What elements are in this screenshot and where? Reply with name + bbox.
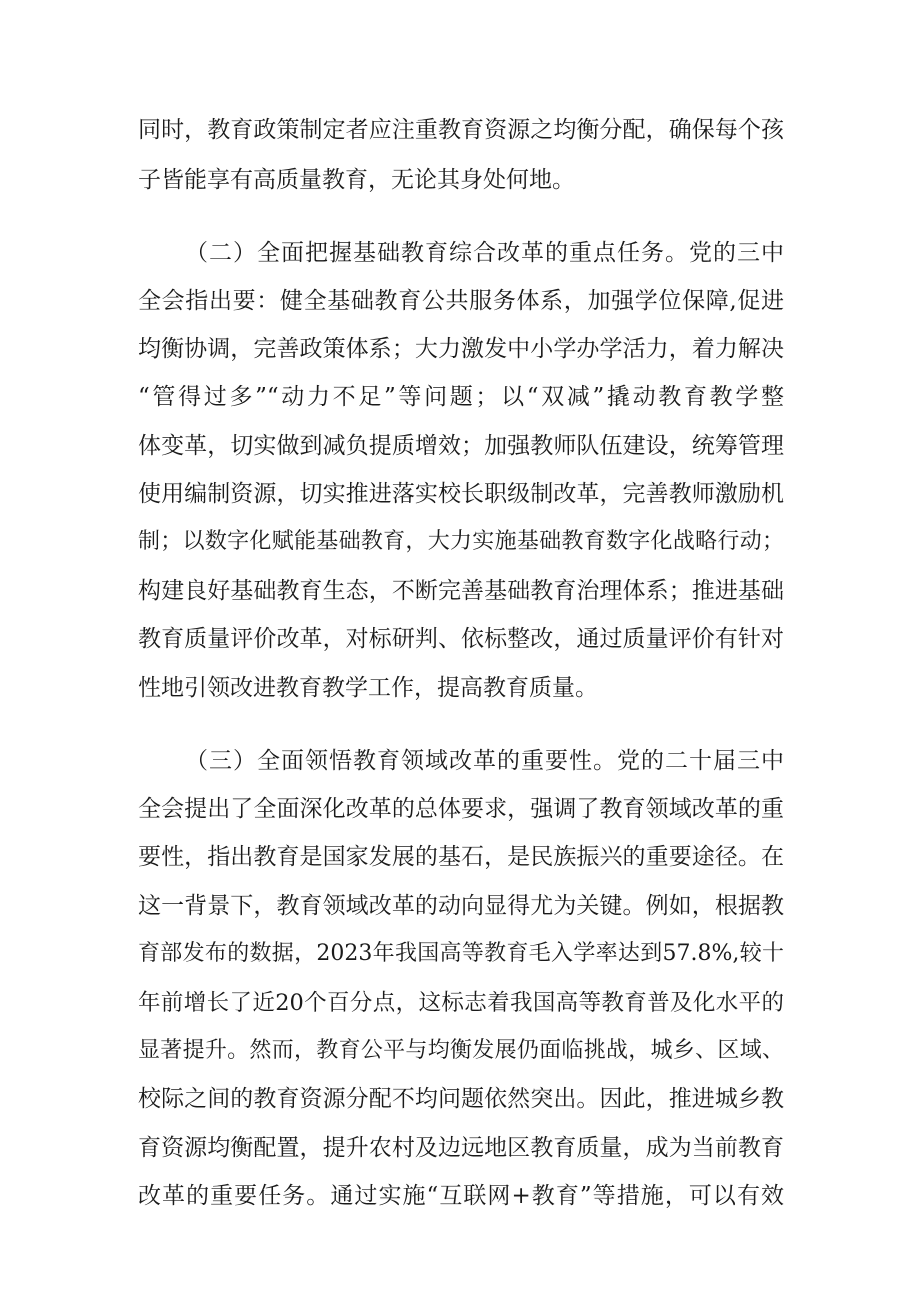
paragraph-2-line-6: 使用编制资源，切实推进落实校长职级制改革，完善教师激励机 (138, 481, 784, 507)
paragraph-3-line-9: 育资源均衡配置，提升农村及边远地区教育质量，成为当前教育 (138, 1135, 784, 1161)
paragraph-3-line-8: 校际之间的教育资源分配不均问题依然突出。因此，推进城乡教 (138, 1086, 784, 1112)
paragraph-2-line-10: 性地引领改进教育教学工作，提高教育质量。 (138, 675, 598, 701)
paragraph-2-line-3: 均衡协调，完善政策体系；大力激发中小学办学活力，着力解决 (138, 336, 784, 362)
paragraph-3-line-6: 年前增长了近20个百分点，这标志着我国高等教育普及化水平的 (138, 990, 784, 1016)
paragraph-2-line-8: 构建良好基础教育生态，不断完善基础教育治理体系；推进基础 (138, 578, 784, 604)
paragraph-2-line-5: 体变革，切实做到减负提质增效；加强教师队伍建设，统筹管理 (138, 433, 784, 459)
paragraph-3-line-7: 显著提升。然而，教育公平与均衡发展仍面临挑战，城乡、区域、 (138, 1038, 784, 1063)
paragraph-1-line-2: 子皆能享有高质量教育，无论其身处何地。 (138, 167, 575, 193)
paragraph-3-line-4: 这一背景下，教育领域改革的动向显得尤为关键。例如，根据教 (138, 893, 784, 919)
paragraph-2-line-4: “管得过多”“动力不足”等问题；以“双减”撬动教育教学整 (138, 384, 784, 410)
paragraph-2-line-2: 全会指出要：健全基础教育公共服务体系，加强学位保障,促进 (138, 288, 784, 314)
paragraph-3-line-3: 要性，指出教育是国家发展的基石，是民族振兴的重要途径。在 (138, 844, 784, 870)
paragraph-3-line-1: （三）全面领悟教育领域改革的重要性。党的二十届三中 (185, 748, 784, 774)
paragraph-2-line-7: 制；以数字化赋能基础教育，大力实施基础教育数字化战略行动； (138, 529, 784, 554)
paragraph-2-line-1: （二）全面把握基础教育综合改革的重点任务。党的三中 (185, 240, 784, 266)
paragraph-3-line-2: 全会提出了全面深化改革的总体要求，强调了教育领域改革的重 (138, 796, 784, 822)
paragraph-3-line-5: 育部发布的数据，2023年我国高等教育毛入学率达到57.8%,较十 (138, 941, 784, 966)
paragraph-2-line-9: 教育质量评价改革，对标研判、依标整改，通过质量评价有针对 (138, 626, 784, 652)
paragraph-3-line-10: 改革的重要任务。通过实施“互联网+教育”等措施，可以有效 (138, 1183, 784, 1209)
paragraph-1-line-1: 同时，教育政策制定者应注重教育资源之均衡分配，确保每个孩 (138, 117, 784, 143)
